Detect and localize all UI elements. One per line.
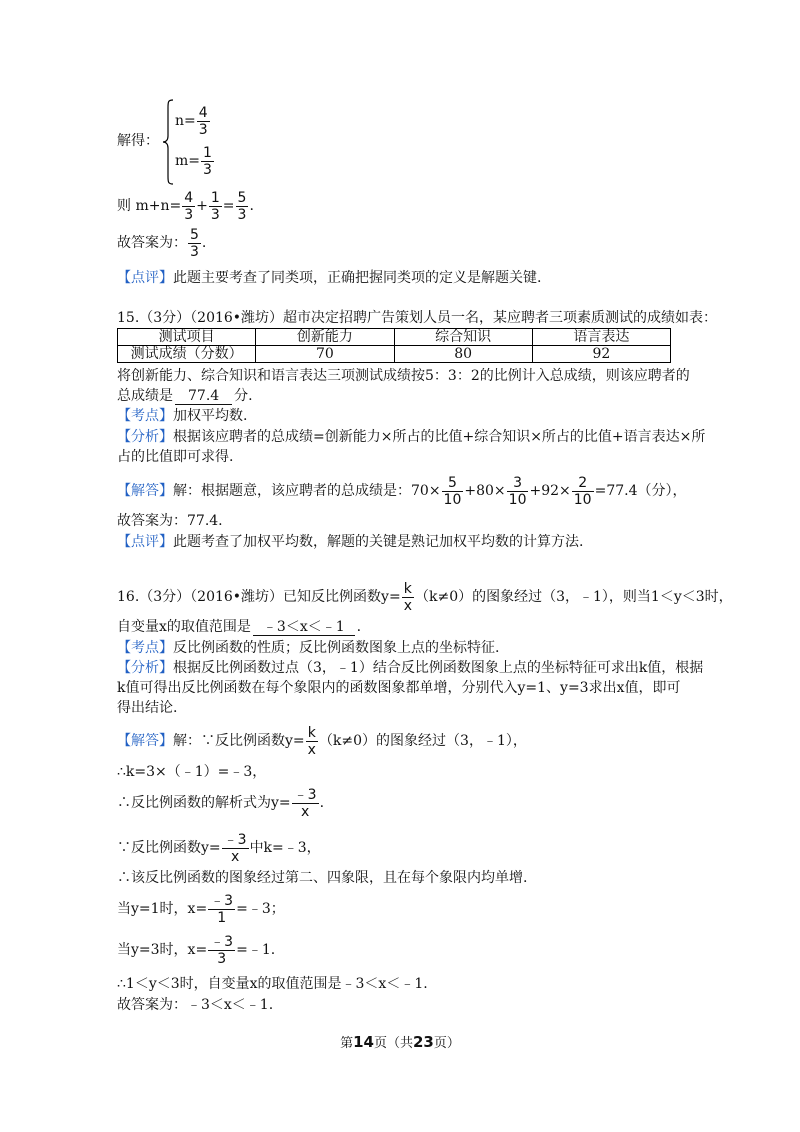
analysis-text: 根据反比例函数过点（3，﹣1）结合反比例函数图象上点的坐标特征可求出k值，根据 xyxy=(173,660,704,676)
analysis-text: k值可得出反比例函数在每个象限内的函数图象都单增，分别代入y=1、y=3求出x值，即可 xyxy=(117,680,681,696)
page-footer xyxy=(0,1032,800,1052)
fraction-denominator: 3 xyxy=(190,243,199,260)
p16-analysis-line xyxy=(117,678,680,698)
solution-text: 当y=1时，x= xyxy=(117,901,208,917)
p15-analysis-line xyxy=(117,427,705,447)
solution-text: +80× xyxy=(464,483,506,499)
point-tag: 【考点】 xyxy=(117,408,173,424)
fraction xyxy=(292,788,319,819)
p16-stem2-pre: 自变量x的取值范围是 xyxy=(117,619,251,635)
table-header-cell: 测试项目 xyxy=(118,329,256,346)
p14-answer-line xyxy=(117,226,207,260)
p16-stem2-line xyxy=(117,617,361,637)
p15-stem2-line xyxy=(117,366,690,386)
solution-text: 解：∵反比例函数y= xyxy=(173,733,305,749)
p16-stem-line xyxy=(117,580,733,614)
p15-stem3-post: 分. xyxy=(234,388,253,404)
fraction xyxy=(306,726,318,757)
footer-text: 页（共 xyxy=(373,1036,413,1051)
fraction xyxy=(188,228,201,259)
fraction-numerator: 5 xyxy=(190,226,199,243)
fraction xyxy=(402,582,414,613)
solution-tag: 【解答】 xyxy=(117,483,173,499)
fraction-denominator: 3 xyxy=(203,161,212,178)
table-row xyxy=(118,346,671,363)
equation-system xyxy=(175,101,215,181)
plus-sign: + xyxy=(196,198,208,214)
table-header-cell: 语言表达 xyxy=(532,329,670,346)
solve-label: 解得： xyxy=(117,133,159,149)
solution-text: =77.4（分）， xyxy=(594,483,687,499)
fraction xyxy=(222,833,249,864)
system-brace-icon xyxy=(162,99,174,185)
solution-text: 中k=﹣3， xyxy=(249,840,321,856)
p14-review-line xyxy=(117,268,541,288)
fraction-denominator: 1 xyxy=(217,909,227,926)
solution-text: +92× xyxy=(529,483,571,499)
system-lhs: n= xyxy=(175,113,196,129)
point-tag: 【考点】 xyxy=(117,640,173,656)
table-cell: 92 xyxy=(532,346,670,363)
fraction-numerator: 1 xyxy=(210,189,220,206)
solve-label-line xyxy=(117,131,159,151)
solution-text: ∵反比例函数y= xyxy=(117,840,221,856)
solution-text: ∴1＜y＜3时，自变量x的取值范围是﹣3＜x＜﹣1. xyxy=(117,976,428,992)
analysis-text: 得出结论. xyxy=(117,700,178,716)
solution-text: ∴该反比例函数的图象经过第二、四象限，且在每个象限内均单增. xyxy=(117,870,528,886)
sum-line xyxy=(117,189,254,223)
p16-solution-line xyxy=(117,762,266,782)
answer-text: 故答案为：﹣3＜x＜﹣1. xyxy=(117,997,274,1013)
fraction-denominator: 10 xyxy=(573,491,592,508)
system-row xyxy=(175,141,215,181)
analysis-text: 占的比值即可求得. xyxy=(117,449,234,465)
review-tag: 【点评】 xyxy=(117,534,173,550)
table-cell: 70 xyxy=(256,346,394,363)
answer-text: 故答案为：77.4. xyxy=(117,513,223,529)
fraction-denominator: 3 xyxy=(198,121,208,138)
fraction-denominator: x xyxy=(300,803,310,820)
table-header-cell: 综合知识 xyxy=(394,329,532,346)
solution-text: ∴k=3×（﹣1）=﹣3， xyxy=(117,764,267,780)
fraction-denominator: x xyxy=(403,597,412,614)
fraction xyxy=(182,191,195,222)
fraction-denominator: 10 xyxy=(508,491,527,508)
fraction xyxy=(209,191,222,222)
point-text: 加权平均数. xyxy=(173,408,248,424)
answer-blank: 77.4 xyxy=(175,388,232,405)
fraction-denominator: 3 xyxy=(210,206,220,223)
table-header-cell: 创新能力 xyxy=(256,329,394,346)
analysis-tag: 【分析】 xyxy=(117,429,173,445)
solution-text: 当y=3时，x= xyxy=(117,942,208,958)
p15-solution-line xyxy=(117,474,687,508)
solution-text: =﹣3； xyxy=(236,901,285,917)
solution-text: （k≠0）的图象经过（3，﹣1）， xyxy=(318,733,527,749)
p15-point-line xyxy=(117,406,247,426)
p15-answer-line xyxy=(117,511,223,531)
review-text: 此题主要考查了同类项，正确把握同类项的定义是解题关键. xyxy=(173,270,542,286)
fraction-denominator: 3 xyxy=(237,206,247,223)
point-text: 反比例函数的性质；反比例函数图象上点的坐标特征. xyxy=(173,640,500,656)
fraction-denominator: 3 xyxy=(217,950,227,967)
p15-analysis-line xyxy=(117,447,233,467)
p15-stem3-line xyxy=(117,386,253,406)
system-row xyxy=(175,101,215,141)
footer-text: 第 xyxy=(340,1036,354,1051)
solution-text: . xyxy=(319,795,325,811)
p16-solution-line xyxy=(117,892,285,926)
p16-analysis-line xyxy=(117,698,177,718)
footer-text: 页） xyxy=(433,1036,460,1051)
p16-point-line xyxy=(117,638,499,658)
analysis-tag: 【分析】 xyxy=(117,660,173,676)
p16-analysis-line xyxy=(117,658,703,678)
review-text: 此题考查了加权平均数，解题的关键是熟记加权平均数的计算方法. xyxy=(173,534,584,550)
fraction-numerator: 5 xyxy=(237,189,247,206)
fraction-numerator: 1 xyxy=(203,144,212,161)
table-cell: 测试成绩（分数） xyxy=(118,346,256,363)
p16-solution-line xyxy=(117,831,321,865)
score-table xyxy=(117,328,671,363)
fraction-denominator: x xyxy=(307,741,316,758)
table-cell: 80 xyxy=(394,346,532,363)
p16-solution-line xyxy=(117,933,276,967)
equals-sign: = xyxy=(222,198,235,214)
solution-tag: 【解答】 xyxy=(117,733,173,749)
p16-stem-pre: 16.（3分）（2016•潍坊）已知反比例函数y= xyxy=(117,589,401,605)
p15-stem2: 将创新能力、综合知识和语言表达三项测试成绩按5：3：2的比例计入总成绩，则该应聘者的 xyxy=(117,368,690,384)
fraction-numerator: 4 xyxy=(198,104,208,121)
p15-stem-line xyxy=(117,308,717,328)
answer-label: 故答案为： xyxy=(117,235,187,251)
fraction-numerator: 3 xyxy=(507,476,529,492)
fraction xyxy=(236,191,249,222)
analysis-text: 根据该应聘者的总成绩=创新能力×所占的比值+综合知识×所占的比值+语言表达×所 xyxy=(173,429,706,445)
review-tag: 【点评】 xyxy=(117,270,173,286)
fraction-numerator: ﹣3 xyxy=(210,933,234,950)
page-number: 14 xyxy=(353,1033,374,1051)
p15-review-line xyxy=(117,532,583,552)
fraction xyxy=(208,894,235,925)
fraction xyxy=(572,476,594,507)
answer-end: . xyxy=(201,235,207,251)
fraction xyxy=(208,935,235,966)
answer-blank: ﹣3＜x＜﹣1 xyxy=(253,619,355,636)
p16-solution-line xyxy=(117,974,428,994)
fraction-numerator: 5 xyxy=(442,476,464,492)
p15-stem: 15.（3分）（2016•潍坊）超市决定招聘广告策划人员一名，某应聘者三项素质测试的成绩如表： xyxy=(117,310,718,326)
fraction-denominator: 10 xyxy=(443,491,462,508)
fraction-numerator: k xyxy=(306,726,318,742)
table-header-row xyxy=(118,329,671,346)
fraction xyxy=(197,106,210,137)
fraction-numerator: ﹣3 xyxy=(293,786,317,803)
sum-lhs: 则 m+n= xyxy=(117,198,182,214)
fraction-numerator: 4 xyxy=(184,189,194,206)
solution-text: ∴反比例函数的解析式为y= xyxy=(117,795,291,811)
fraction-numerator: k xyxy=(402,582,414,598)
solution-text: 解：根据题意，该应聘者的总成绩是：70× xyxy=(173,483,441,499)
fraction xyxy=(201,146,214,177)
sum-end: . xyxy=(249,198,254,214)
fraction-numerator: ﹣3 xyxy=(223,831,247,848)
p15-stem3-pre: 总成绩是 xyxy=(117,388,173,404)
fraction-numerator: ﹣3 xyxy=(210,892,234,909)
p16-stem2-post: . xyxy=(356,619,362,635)
p16-solution-line xyxy=(117,786,325,820)
total-pages: 23 xyxy=(413,1033,434,1051)
solution-text: =﹣1. xyxy=(236,942,276,958)
fraction-denominator: x xyxy=(230,848,240,865)
p16-answer-line xyxy=(117,995,273,1015)
system-lhs: m= xyxy=(175,153,201,169)
fraction xyxy=(507,476,529,507)
fraction xyxy=(442,476,464,507)
p16-stem-post: （k≠0）的图象经过（3，﹣1），则当1＜y＜3时， xyxy=(415,589,733,605)
fraction-denominator: 3 xyxy=(184,206,194,223)
p16-solution-line xyxy=(117,868,527,888)
fraction-numerator: 2 xyxy=(572,476,594,492)
p16-solution-line xyxy=(117,724,527,758)
